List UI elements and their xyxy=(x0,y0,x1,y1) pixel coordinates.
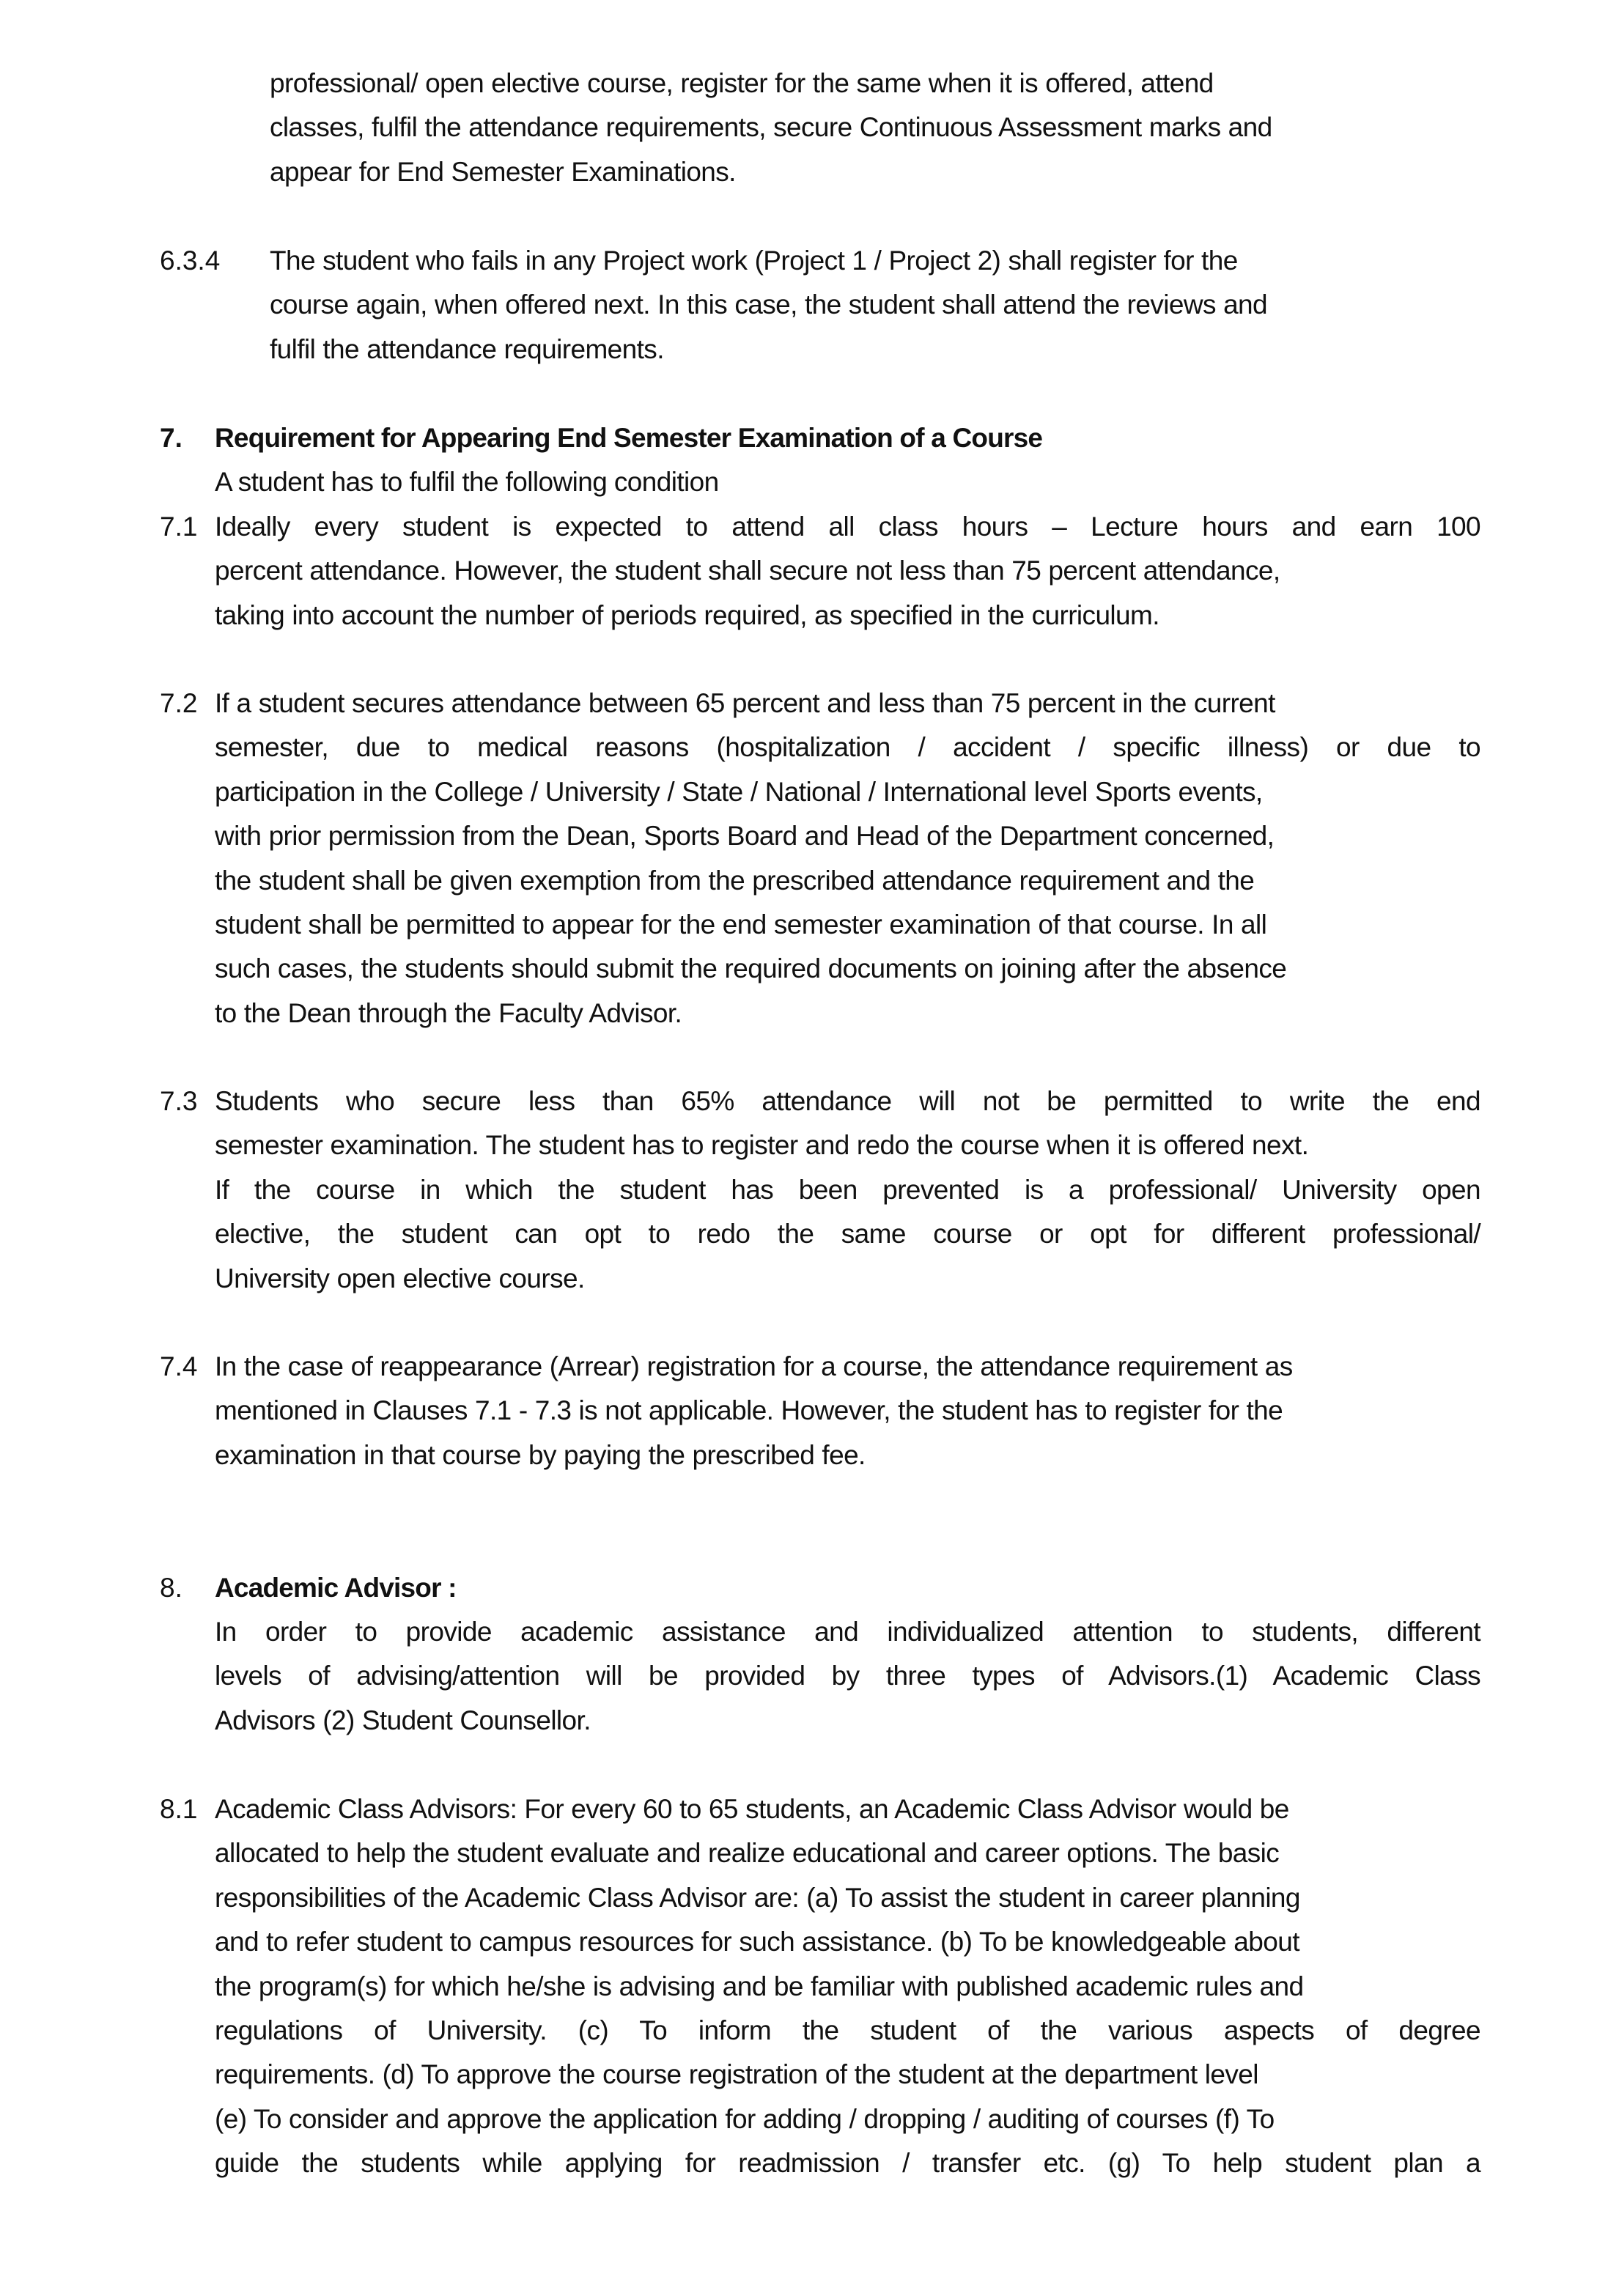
text-line: If the course in which the student has been prevented is a professional/ University open xyxy=(215,1174,1480,1205)
clause-number-7-2: 7.2 xyxy=(160,688,198,718)
text-line: participation in the College / University / State / National / International level Sports events, xyxy=(215,776,1263,807)
section-title-8: Academic Advisor : xyxy=(215,1573,457,1603)
text-line: student shall be permitted to appear for the end semester examination of that course. In all xyxy=(215,909,1267,940)
clause-number-7-3: 7.3 xyxy=(160,1086,198,1116)
text-line: The student who fails in any Project work (Project 1 / Project 2) shall register for the xyxy=(270,246,1238,276)
text-line: appear for End Semester Examinations. xyxy=(270,156,736,187)
text-line: allocated to help the student evaluate and realize educational and career options. The basic xyxy=(215,1838,1280,1869)
text-line: percent attendance. However, the student shall secure not less than 75 percent attendance, xyxy=(215,555,1280,586)
section-7-intro: A student has to fulfil the following condition xyxy=(215,467,719,497)
text-line: the program(s) for which he/she is advising and be familiar with published academic rules and xyxy=(215,1971,1304,2001)
continuation-paragraph xyxy=(270,62,1442,194)
text-line: In the case of reappearance (Arrear) registration for a course, the attendance requirement as xyxy=(215,1351,1293,1381)
section-title-7: Requirement for Appearing End Semester Examination of a Course xyxy=(215,423,1043,453)
text-line: taking into account the number of periods required, as specified in the curriculum. xyxy=(215,599,1159,630)
clause-number-7-1: 7.1 xyxy=(160,512,198,542)
clause-number-7-4: 7.4 xyxy=(160,1351,198,1381)
clause-7-2-text xyxy=(215,682,1480,1036)
section-8-intro xyxy=(215,1610,1480,1743)
clause-number-8-1: 8.1 xyxy=(160,1794,198,1824)
text-line: semester, due to medical reasons (hospitalization / accident / specific illness) or due to xyxy=(215,732,1480,763)
text-line: If a student secures attendance between 65 percent and less than 75 percent in the current xyxy=(215,688,1275,718)
text-line: elective, the student can opt to redo the same course or opt for different professional/ xyxy=(215,1219,1480,1249)
text-line: Ideally every student is expected to attend all class hours – Lecture hours and earn 100 xyxy=(215,512,1480,542)
text-line: course again, when offered next. In this case, the student shall attend the reviews and xyxy=(270,289,1267,320)
text-line: fulfil the attendance requirements. xyxy=(270,333,664,364)
text-line: mentioned in Clauses 7.1 - 7.3 is not applicable. However, the student has to register for the xyxy=(215,1395,1283,1426)
text-line: and to refer student to campus resources for such assistance. (b) To be knowledgeable about xyxy=(215,1927,1299,1957)
text-line: with prior permission from the Dean, Sports Board and Head of the Department concerned, xyxy=(215,821,1275,852)
text-line: responsibilities of the Academic Class Advisor are: (a) To assist the student in career planning xyxy=(215,1882,1300,1913)
text-line: to the Dean through the Faculty Advisor. xyxy=(215,997,682,1028)
text-line: Students who secure less than 65% attendance will not be permitted to write the end xyxy=(215,1086,1480,1116)
text-line: levels of advising/attention will be provided by three types of Advisors.(1) Academic Class xyxy=(215,1661,1480,1691)
text-line: classes, fulfil the attendance requirements, secure Continuous Assessment marks and xyxy=(270,112,1272,143)
text-line: In order to provide academic assistance and individualized attention to students, different xyxy=(215,1617,1480,1647)
text-line: examination in that course by paying the prescribed fee. xyxy=(215,1439,866,1470)
text-line: professional/ open elective course, register for the same when it is offered, attend xyxy=(270,68,1214,98)
clause-7-3-text xyxy=(215,1079,1480,1301)
text-line: University open elective course. xyxy=(215,1263,585,1293)
clause-number-6-3-4: 6.3.4 xyxy=(160,246,221,276)
text-line: regulations of University. (c) To inform the student of the various aspects of degree xyxy=(215,2015,1480,2046)
text-line: Advisors (2) Student Counsellor. xyxy=(215,1705,591,1735)
clause-8-1-text xyxy=(215,1787,1480,2186)
text-line: guide the students while applying for readmission / transfer etc. (g) To help student plan a xyxy=(215,2148,1480,2179)
text-line: semester examination. The student has to register and redo the course when it is offered next. xyxy=(215,1130,1309,1161)
section-number-8: 8. xyxy=(160,1573,182,1603)
text-line: Academic Class Advisors: For every 60 to 65 students, an Academic Class Advisor would be xyxy=(215,1794,1289,1824)
clause-7-1-text xyxy=(215,505,1480,638)
clause-7-4-text xyxy=(215,1345,1480,1477)
text-line: (e) To consider and approve the application for adding / dropping / auditing of courses (f) To xyxy=(215,2103,1275,2134)
section-number-7: 7. xyxy=(160,423,182,453)
text-line: the student shall be given exemption from the prescribed attendance requirement and the xyxy=(215,865,1255,896)
text-line: such cases, the students should submit the required documents on joining after the absence xyxy=(215,953,1287,984)
clause-6-3-4-text xyxy=(270,239,1442,372)
text-line: requirements. (d) To approve the course registration of the student at the department level xyxy=(215,2059,1258,2090)
